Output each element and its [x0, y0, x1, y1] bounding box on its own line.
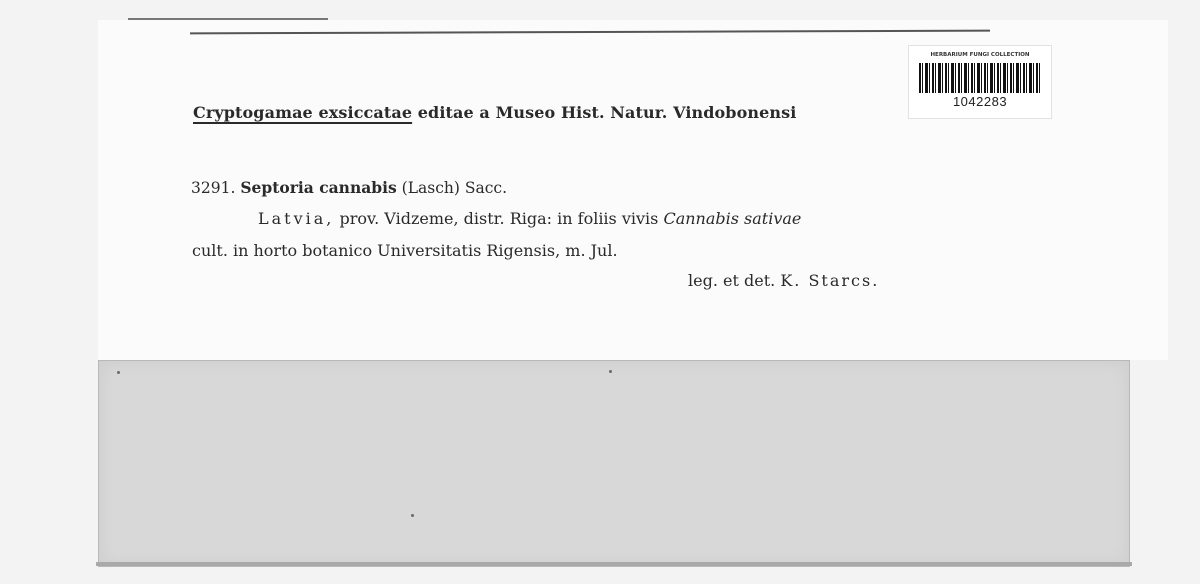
barcode-bars: [919, 63, 1041, 93]
packet-edge-shadow: [96, 562, 1132, 566]
series-title-underlined: Cryptogamae exsiccatae: [193, 103, 413, 122]
series-title: [193, 103, 796, 122]
barcode-sticker: [908, 45, 1052, 119]
collector-line: [688, 271, 879, 290]
species-binomial: Septoria cannabis: [240, 178, 397, 197]
locality-line: [258, 209, 801, 228]
packet-speck: [609, 370, 612, 373]
barcode-header: HERBARIUM FUNGI COLLECTION: [930, 52, 1030, 58]
packet-speck: [411, 514, 414, 517]
species-line: [191, 178, 507, 197]
species-authority: Sacc.: [464, 179, 507, 197]
cultivation-line: cult. in horto botanico Universitatis Rigensis, m. Jul.: [192, 241, 618, 260]
exsiccata-number: 3291.: [191, 179, 236, 197]
collector-prefix: leg. et det.: [688, 271, 776, 290]
collector-name: K. Starcs.: [780, 271, 880, 290]
locality-details: prov. Vidzeme, distr. Riga: in foliis vivis: [339, 209, 659, 228]
barcode-number: 1042283: [952, 94, 1008, 109]
host-plant: Cannabis sativae: [663, 209, 802, 228]
species-authority-parenthetical: (Lasch): [401, 179, 460, 197]
locality-country: Latvia,: [258, 209, 335, 228]
packet-speck: [117, 371, 120, 374]
specimen-packet: [98, 360, 1130, 567]
series-title-rest: editae a Museo Hist. Natur. Vindobonensi: [417, 103, 797, 122]
